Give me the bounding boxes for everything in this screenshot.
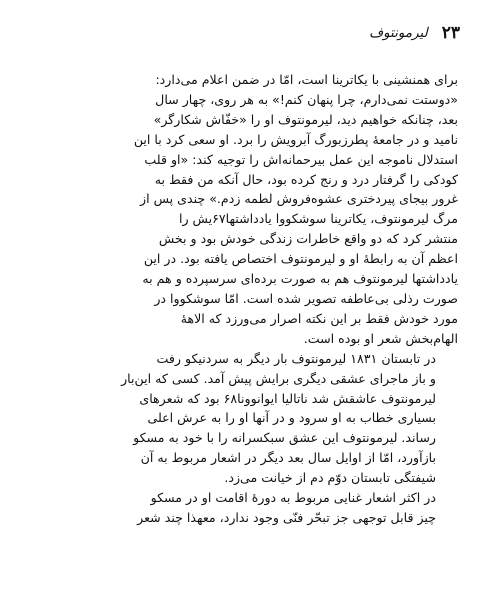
text-line: بازآورد، امّا از اوایل سال بعد دیگر در اشعار مربوط به آن [140,450,436,466]
text-line: اعظم آن به رابطهٔ او و لیرمونتوف اختصاص یافته بود. در این [143,251,458,267]
page-number: ۲۳ [441,23,460,43]
text-line: مرگ لیرمونتوف، یکاترینا سوشکووا یادداشتها۶۷یش را [178,211,458,227]
text-line: و باز ماجرای عشقی دیگری برایش پیش آمد. کسی که این‌بار [121,370,436,386]
text-line: بعد، چنانکه خواهیم دید، لیرمونتوف او را «خفّاش شکارگر» [153,111,458,127]
text-line: رساند. لیرمونتوف این عشق سبکسرانه را با خود به مسکو [133,430,436,446]
text-line: صورت رذلی بی‌عاطفه تصویر شده است. امّا سوشکووا در [154,290,458,306]
text-line: یادداشتها لیرمونتوف هم به صورت برده‌ای سرسپرده و هم به [142,271,458,287]
text-line: در اکثر اشعار غنایی مربوط به دورهٔ اقامت او در مسکو [150,490,436,506]
paragraph [38,70,458,349]
text-line: در تابستان ۱۸۳۱ لیرمونتوف بار دیگر به سردنیکو رفت [156,350,436,366]
text-line: غرور بیجای پیردختری عشوه‌فروش لطمه زدم.» چندی پس از [140,191,458,207]
text-line: بسیاری خطاب به او سرود و در آنها او را به عرش اعلی [147,410,436,426]
paragraph [38,349,458,488]
paragraph [38,488,458,528]
text-line: لیرمونتوف عاشقش شد ناتالیا ایوانوونا۶۸ بود که شعرهای [139,390,436,406]
text-line: کودکی را گرفتار درد و رنج کرده بود، حال آنکه من فقط به [154,171,458,187]
text-line: منتشر کرد که دو واقع خاطرات زندگی خودش بود و بخش [158,231,458,247]
text-line: نامید و در جامعهٔ پطرزبورگ آبرویش را برد. او سعی کرد با این [133,131,458,147]
text-line: الهام‌بخش شعر او بوده است. [303,330,458,346]
body-text [38,70,458,528]
page-header [36,22,460,44]
text-line: شیفتگی تابستان دوّم دم از خیانت می‌زد. [224,470,436,486]
text-line: چیز قابل توجهی جز تبحّر فنّی وجود ندارد، معهذا چند شعر [137,509,436,525]
text-line: استدلال ناموجه این عمل بیرحمانه‌اش را توجیه کند: «او قلب [144,151,458,167]
text-line: مورد خودش فقط بر این نکته اصرار می‌ورزد که الاههٔ [180,310,458,326]
text-line: برای همنشینی با یکاترینا است، امّا در ضمن اعلام می‌دارد: [155,72,458,87]
text-line: «دوستت نمی‌دارم، چرا پنهان کنم!» به هر روی، چهار سال [155,91,458,107]
running-head: لیرمونتوف [369,25,428,41]
